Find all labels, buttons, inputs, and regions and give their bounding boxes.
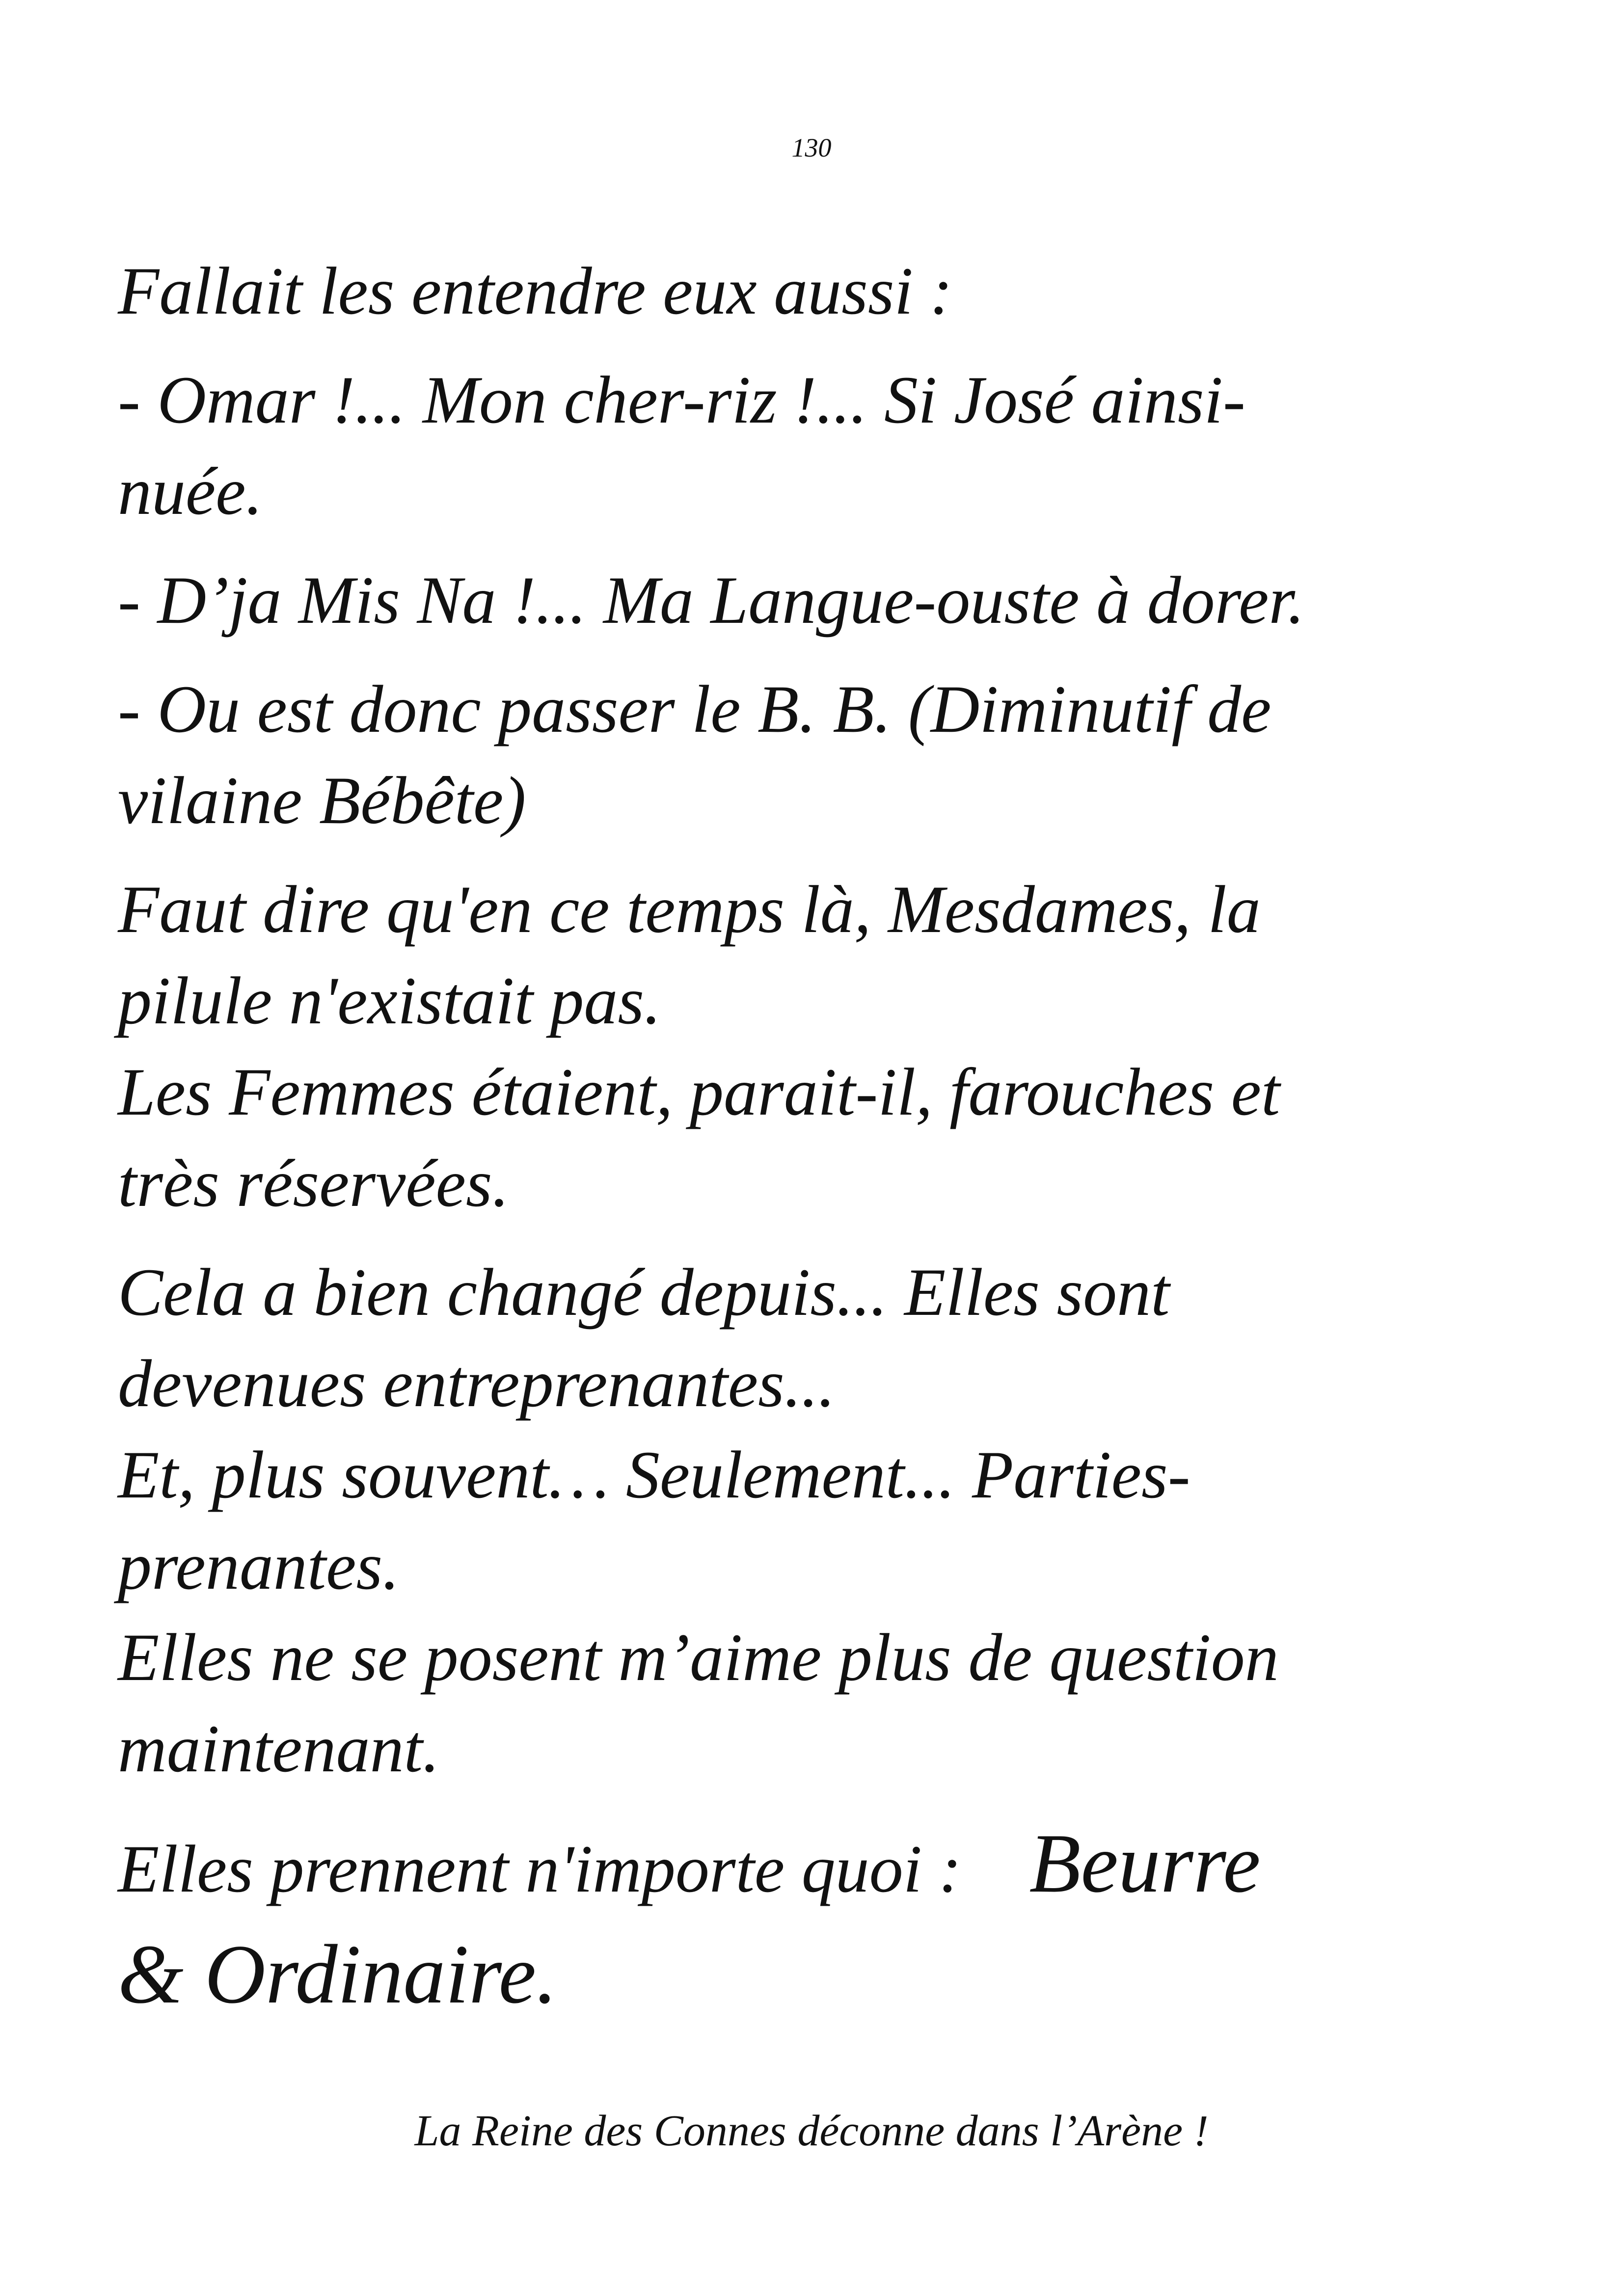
final-lead: Elles prennent n'importe quoi :	[118, 1831, 962, 1906]
line: Fallait les entendre eux aussi :	[118, 253, 953, 328]
paragraph-5	[118, 864, 1542, 1229]
line: - Omar !... Mon cher-riz !... Si José ainsi-	[118, 362, 1245, 437]
page-number: 130	[791, 133, 832, 162]
body-text	[118, 245, 1542, 2034]
paragraph-3	[118, 555, 1542, 646]
line: nuée.	[118, 454, 263, 529]
line: - Ou est donc passer le B. B. (Diminutif de	[118, 671, 1271, 747]
line: prenantes.	[118, 1528, 400, 1603]
line: vilaine Bébête)	[118, 763, 526, 838]
line: devenues entreprenantes...	[118, 1346, 836, 1421]
paragraph-1	[118, 245, 1542, 337]
line: Elles ne se posent m’aime plus de question	[118, 1620, 1279, 1695]
line: Faut dire qu'en ce temps là, Mesdames, la	[118, 872, 1261, 947]
emphasis-beurre: Beurre	[1029, 1817, 1261, 1910]
line: maintenant.	[118, 1711, 440, 1786]
line: - D’ja Mis Na !... Ma Langue-ouste à dorer.	[118, 562, 1305, 638]
paragraph-6	[118, 1247, 1542, 1794]
line: Cela a bien changé depuis... Elles sont	[118, 1255, 1170, 1330]
paragraph-2	[118, 354, 1542, 537]
line: Et, plus souvent… Seulement... Parties-	[118, 1437, 1190, 1512]
final-paragraph	[118, 1812, 1542, 2034]
emphasis-ordinaire: & Ordinaire.	[118, 1928, 558, 2021]
paragraph-4	[118, 664, 1542, 846]
line: pilule n'existait pas.	[118, 963, 661, 1038]
line: très réservées.	[118, 1146, 510, 1221]
line: Les Femmes étaient, parait-il, farouches et	[118, 1054, 1280, 1129]
footer-title: La Reine des Connes déconne dans l’Arène !	[414, 2107, 1209, 2155]
